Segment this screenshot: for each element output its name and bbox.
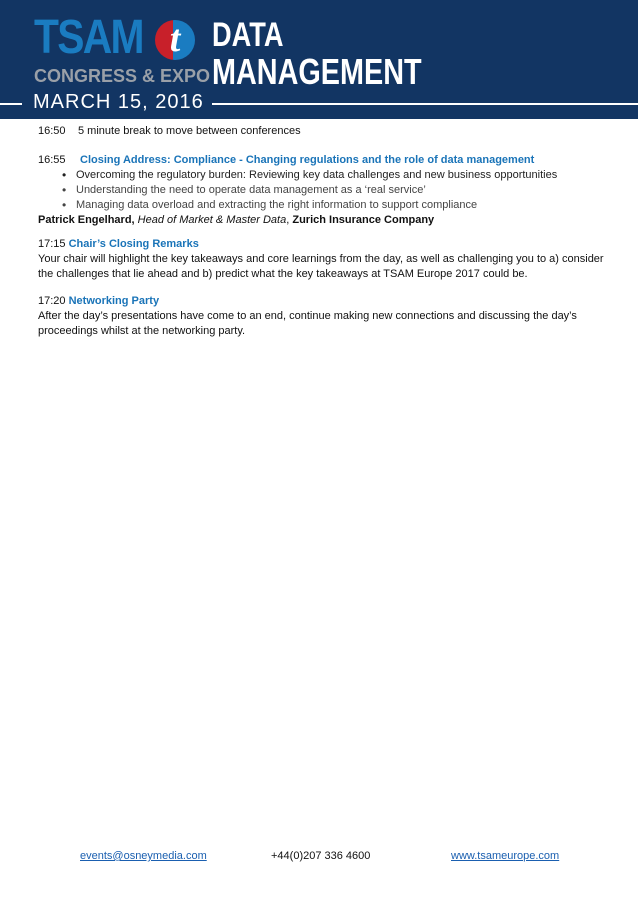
tsam-logo-text: TSAM	[34, 11, 143, 64]
title-line2: MANAGEMENT	[212, 51, 422, 92]
title-line1: DATA	[212, 16, 284, 54]
time: 16:50	[38, 125, 66, 137]
divider	[212, 103, 638, 105]
speaker: Patrick Engelhard, Head of Market & Master Data, Zurich Insurance Company	[38, 214, 435, 226]
description: Your chair will highlight the key takeaways and core learnings from the day, as well as challenging you to a) consider the challenges that lie ahead and b) predict what the key takeaways at TSAM Europe 2017 could be.	[38, 253, 604, 280]
bullet-list	[62, 168, 608, 213]
agenda-item-networking	[38, 294, 608, 339]
event-date: MARCH 15, 2016	[33, 91, 204, 113]
session-title: Closing Address: Compliance - Changing regulations and the role of data management	[80, 154, 535, 166]
header-banner	[0, 0, 638, 119]
list-item: • Understanding the need to operate data management as a ‘real service’	[62, 183, 608, 198]
time: 17:15	[38, 238, 66, 250]
time: 16:55	[38, 154, 66, 166]
session-title: Networking Party	[68, 295, 160, 307]
speaker-name: Patrick Engelhard,	[38, 214, 135, 226]
agenda-item-chair-remarks	[38, 237, 608, 282]
list-item: • Overcoming the regulatory burden: Reviewing key data challenges and new business opportunities	[62, 168, 608, 183]
list-item: • Managing data overload and extracting the right information to support compliance	[62, 198, 608, 213]
website-link[interactable]: www.tsameurope.com	[451, 850, 560, 862]
phone-number: +44(0)207 336 4600	[271, 850, 371, 862]
speaker-company: Zurich Insurance Company	[292, 214, 435, 226]
tsam-t-logo-icon: t	[155, 20, 195, 60]
description: After the day’s presentations have come to an end, continue making new connections and discussing the day’s proceedings whilst at the networking party.	[38, 310, 577, 337]
description: 5 minute break to move between conferences	[78, 125, 301, 137]
agenda-item-closing-address	[38, 153, 608, 228]
speaker-role: Head of Market & Master Data	[137, 214, 287, 226]
divider	[0, 103, 22, 105]
agenda-item-break	[38, 124, 608, 139]
agenda	[38, 124, 608, 339]
email-link[interactable]: events@osneymedia.com	[80, 850, 207, 862]
session-title: Chair’s Closing Remarks	[68, 238, 199, 250]
time: 17:20	[38, 295, 66, 307]
congress-expo-label: CONGRESS & EXPO	[34, 66, 211, 86]
